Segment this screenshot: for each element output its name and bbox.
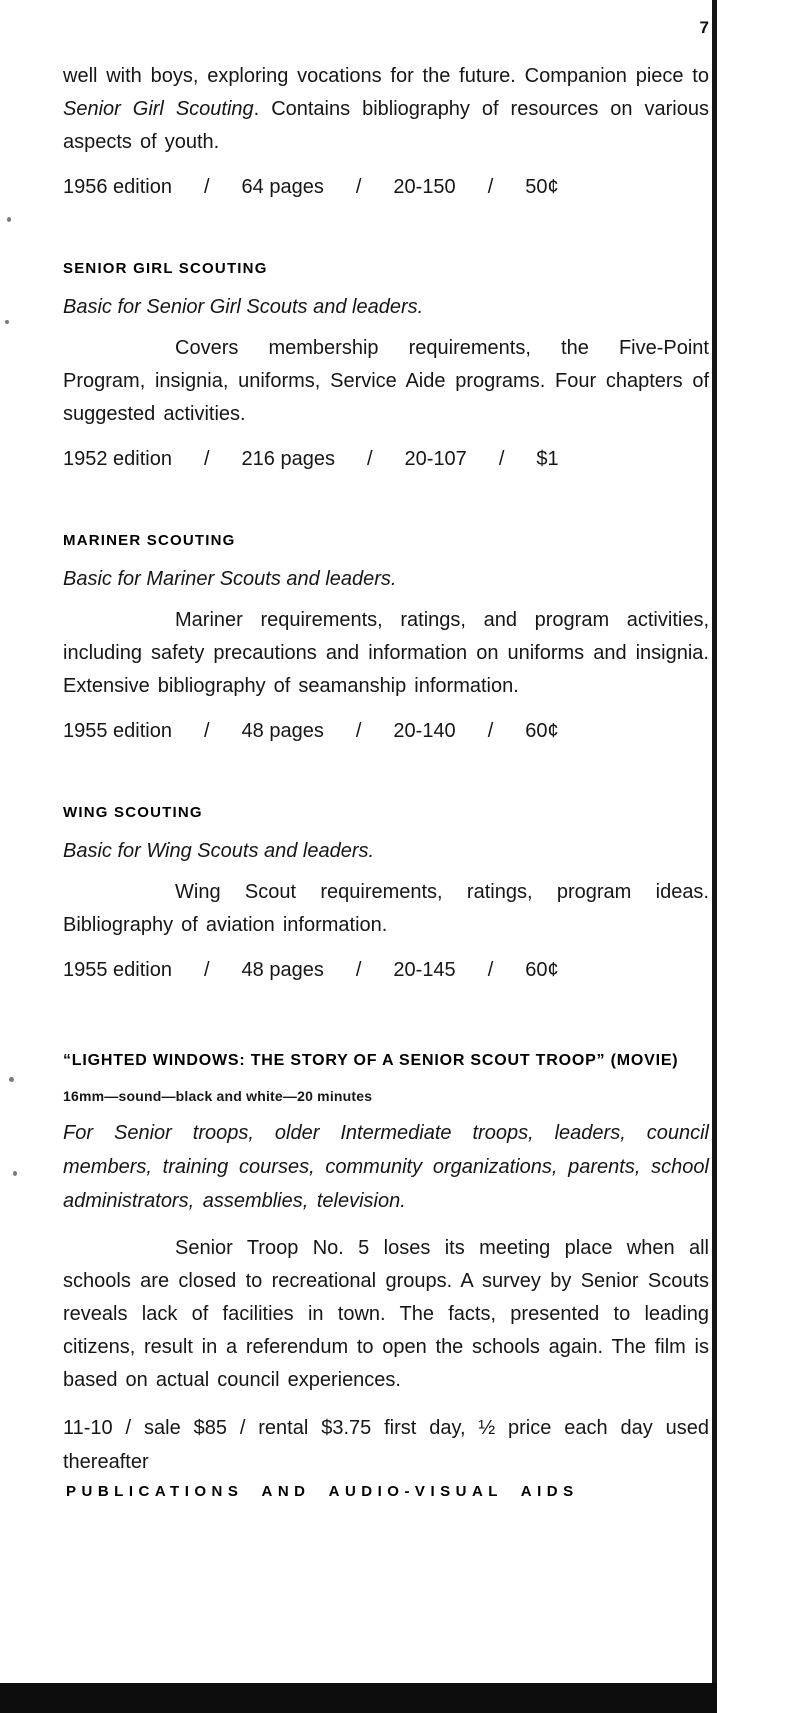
section-subtitle: Basic for Mariner Scouts and leaders. <box>63 568 397 590</box>
section-heading: SENIOR GIRL SCOUTING <box>63 260 268 277</box>
page-footer-title: PUBLICATIONS AND AUDIO-VISUAL AIDS <box>66 1483 579 1500</box>
scan-speck <box>5 320 9 324</box>
spec-price: 60¢ <box>525 720 559 742</box>
spec-slash: / <box>203 448 210 470</box>
section-heading: WING SCOUTING <box>63 804 203 821</box>
section-mariner-scouting <box>63 530 709 748</box>
spec-catalog-number: 20-140 <box>393 720 456 742</box>
movie-audience: For Senior troops, older Intermediate troops, leaders, council members, training courses, community organizations, parents, school administrators, assemblies, television. <box>63 1122 709 1212</box>
scan-speck <box>7 217 11 222</box>
spec-catalog-number: 20-107 <box>404 448 467 470</box>
section-body: Covers membership requirements, the Five-Point Program, insignia, uniforms, Service Aide programs. Four chapters of suggested activities. <box>63 337 709 425</box>
intro-paragraph <box>63 60 709 159</box>
spec-pages: 48 pages <box>241 720 324 742</box>
spec-pages: 64 pages <box>241 176 324 198</box>
spec-price: $1 <box>536 448 559 470</box>
section-wing-scouting <box>63 802 709 987</box>
spec-slash: / <box>203 720 210 742</box>
movie-heading: “LIGHTED WINDOWS: THE STORY OF A SENIOR SCOUT TROOP” (MOVIE) <box>63 1052 679 1069</box>
intro-spec-line <box>63 171 709 204</box>
spec-edition: 1952 edition <box>63 448 172 470</box>
scan-speck <box>9 1077 14 1082</box>
spec-price: 60¢ <box>525 959 559 981</box>
section-lighted-windows-movie <box>63 1047 709 1479</box>
section-heading: MARINER SCOUTING <box>63 532 236 549</box>
movie-tech-specs: 16mm—sound—black and white—20 minutes <box>63 1088 373 1104</box>
section-body: Wing Scout requirements, ratings, program ideas. Bibliography of aviation information. <box>63 881 709 936</box>
section-spec-line <box>63 954 709 987</box>
scan-edge-strip <box>712 0 717 1713</box>
movie-spec-line: 11-10 / sale $85 / rental $3.75 first day, ½ price each day used thereafter <box>63 1417 709 1473</box>
spec-catalog-number: 20-145 <box>393 959 456 981</box>
spec-edition: 1956 edition <box>63 176 172 198</box>
section-body: Mariner requirements, ratings, and program activities, including safety precautions and information on uniforms and insignia. Extensive bibliography of seamanship information. <box>63 609 709 697</box>
section-spec-line <box>63 715 709 748</box>
scan-bottom-bar <box>0 1683 717 1713</box>
spec-edition: 1955 edition <box>63 959 172 981</box>
spec-price: 50¢ <box>525 176 559 198</box>
spec-edition: 1955 edition <box>63 720 172 742</box>
spec-slash: / <box>355 959 362 981</box>
spec-pages: 48 pages <box>241 959 324 981</box>
page-content <box>63 60 709 1499</box>
scan-speck <box>13 1171 17 1176</box>
section-subtitle: Basic for Senior Girl Scouts and leaders. <box>63 296 424 318</box>
page-number: 7 <box>699 18 709 37</box>
spec-slash: / <box>487 720 494 742</box>
spec-slash: / <box>355 720 362 742</box>
section-spec-line <box>63 443 709 476</box>
intro-italic-title: Senior Girl Scouting <box>63 98 254 120</box>
intro-text-after: . Contains bibliography of resources on various aspects of youth. <box>63 98 709 153</box>
spec-slash: / <box>203 176 210 198</box>
spec-slash: / <box>366 448 373 470</box>
section-senior-girl-scouting <box>63 258 709 476</box>
spec-slash: / <box>203 959 210 981</box>
movie-body: Senior Troop No. 5 loses its meeting place when all schools are closed to recreational groups. A survey by Senior Scouts reveals lack of facilities in town. The facts, presented to leading citizens, result in a referendum to open the schools again. The film is based on actual council experiences. <box>63 1237 709 1391</box>
spec-catalog-number: 20-150 <box>393 176 456 198</box>
spec-pages: 216 pages <box>241 448 335 470</box>
spec-slash: / <box>487 176 494 198</box>
section-subtitle: Basic for Wing Scouts and leaders. <box>63 840 375 862</box>
spec-slash: / <box>355 176 362 198</box>
spec-slash: / <box>487 959 494 981</box>
intro-text-before: well with boys, exploring vocations for the future. Companion piece to <box>63 65 709 87</box>
spec-slash: / <box>498 448 505 470</box>
